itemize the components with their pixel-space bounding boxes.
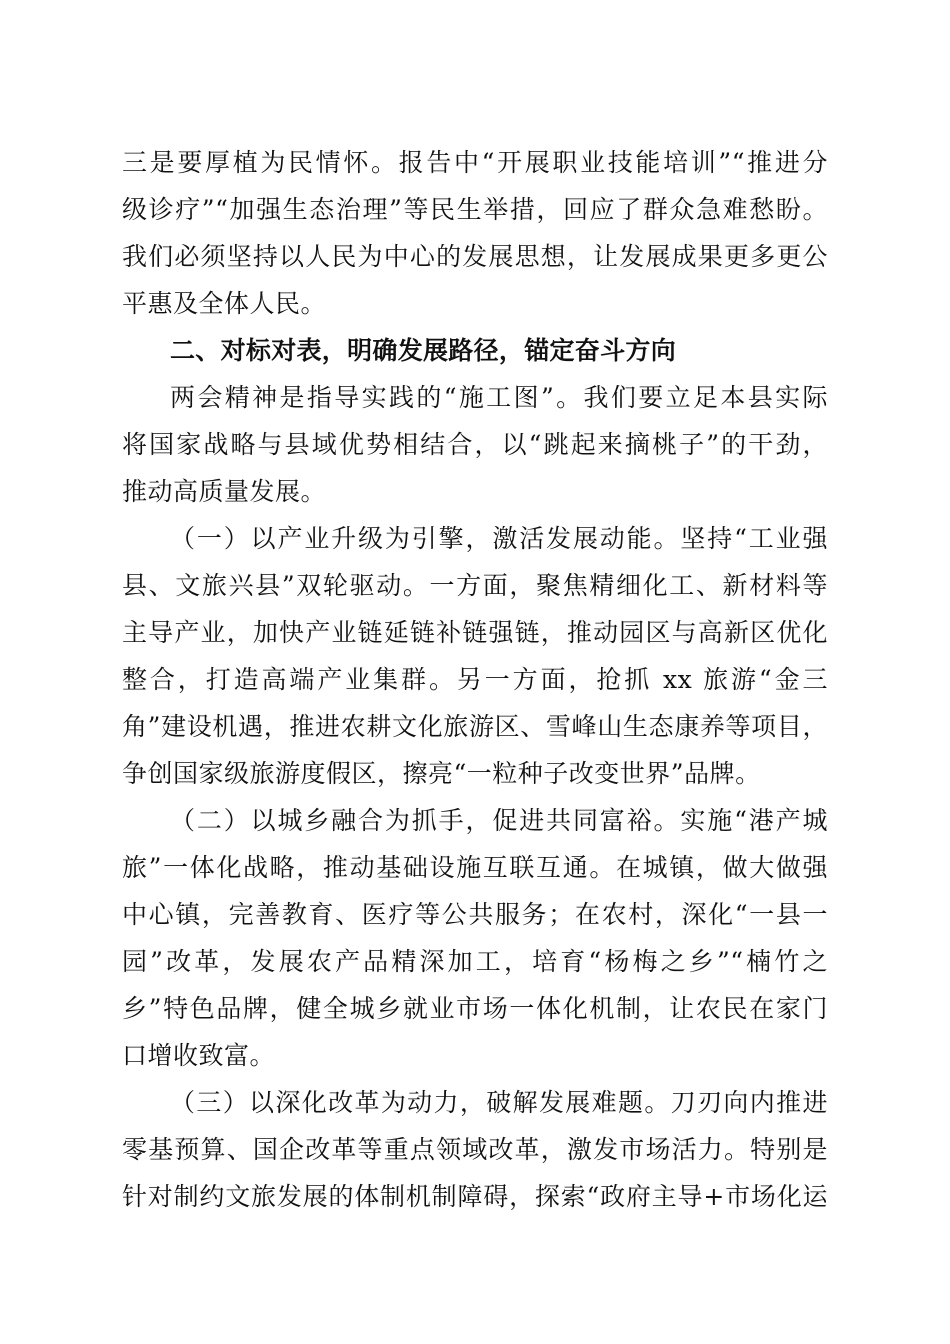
- paragraph-line: 整合，打造高端产业集群。另一方面，抢抓 xx 旅游“金三: [122, 665, 828, 694]
- paragraph-line: 口增收致富。: [122, 1041, 276, 1070]
- subsection-line: （二）以城乡融合为抓手，促进共同富裕。实施“港产城: [170, 806, 828, 835]
- paragraph-line: 园”改革，发展农产品精深加工，培育“杨梅之乡”“楠竹之: [122, 947, 828, 976]
- paragraph-line: 级诊疗”“加强生态治理”等民生举措，回应了群众急难愁盼。: [122, 195, 828, 224]
- paragraph-line: 旅”一体化战略，推动基础设施互联互通。在城镇，做大做强: [122, 853, 828, 882]
- paragraph-line: 中心镇，完善教育、医疗等公共服务；在农村，深化“一县一: [122, 900, 828, 929]
- paragraph-line: 角”建设机遇，推进农耕文化旅游区、雪峰山生态康养等项目，: [122, 712, 828, 741]
- paragraph-line: 平惠及全体人民。: [122, 289, 327, 318]
- paragraph-line: 主导产业，加快产业链延链补链强链，推动园区与高新区优化: [122, 618, 828, 647]
- subsection-line: （三）以深化改革为动力，破解发展难题。刀刃向内推进: [170, 1088, 828, 1117]
- paragraph-line: 两会精神是指导实践的“施工图”。我们要立足本县实际: [170, 383, 828, 412]
- paragraph-line: 三是要厚植为民情怀。报告中“开展职业技能培训”“推进分: [122, 148, 828, 177]
- subsection-line: （一）以产业升级为引擎，激活发展动能。坚持“工业强: [170, 524, 828, 553]
- section-heading: 二、对标对表，明确发展路径，锚定奋斗方向: [170, 336, 677, 365]
- paragraph-line: 将国家战略与县域优势相结合，以“跳起来摘桃子”的干劲，: [122, 430, 828, 459]
- paragraph-line: 我们必须坚持以人民为中心的发展思想，让发展成果更多更公: [122, 242, 828, 271]
- paragraph-line: 推动高质量发展。: [122, 477, 327, 506]
- paragraph-line: 乡”特色品牌，健全城乡就业市场一体化机制，让农民在家门: [122, 994, 828, 1023]
- paragraph-line: 县、文旅兴县”双轮驱动。一方面，聚焦精细化工、新材料等: [122, 571, 828, 600]
- paragraph-line: 针对制约文旅发展的体制机制障碍，探索“政府主导+市场化运: [122, 1182, 828, 1211]
- paragraph-line: 争创国家级旅游度假区，擦亮“一粒种子改变世界”品牌。: [122, 759, 761, 788]
- paragraph-line: 零基预算、国企改革等重点领域改革，激发市场活力。特别是: [122, 1135, 828, 1164]
